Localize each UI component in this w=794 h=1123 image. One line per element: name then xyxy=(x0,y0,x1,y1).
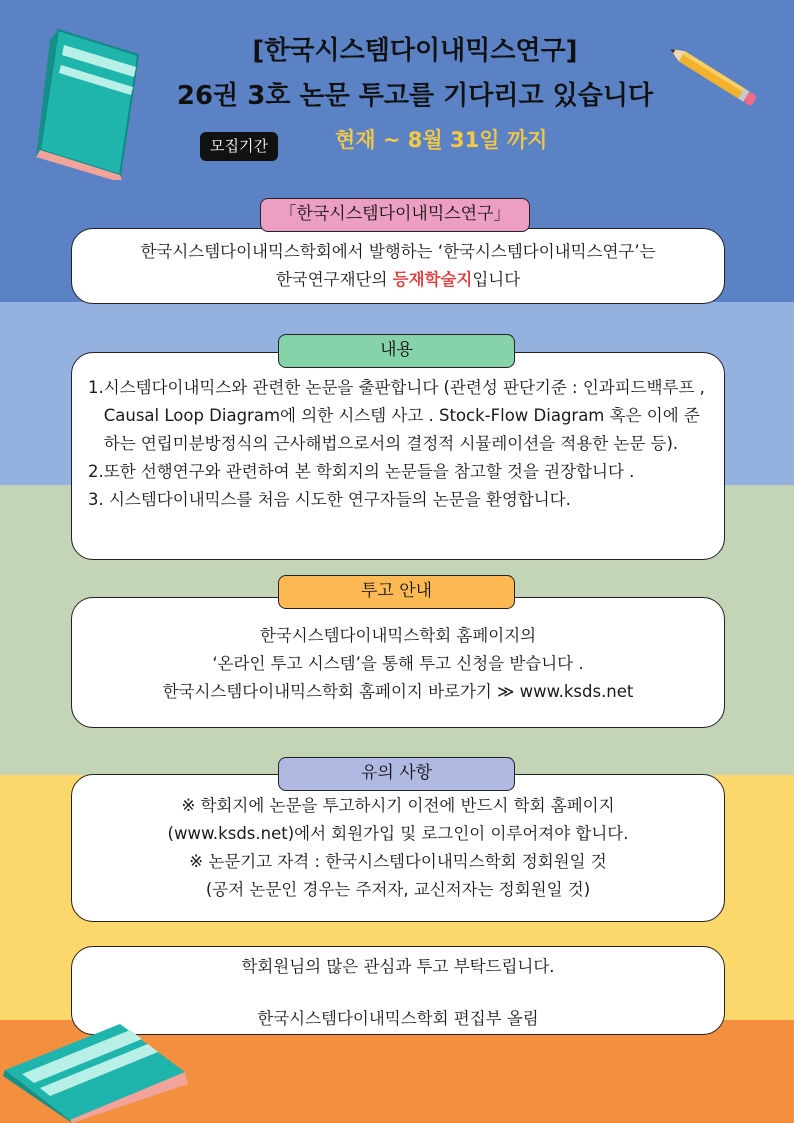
list-item: 2. 또한 선행연구와 관련하여 본 학회지의 논문들을 참고할 것을 권장합니다 . xyxy=(88,462,635,481)
content-tag: 내용 xyxy=(278,334,515,368)
list-item: 1. 시스템다이내믹스와 관련한 논문을 출판합니다 (관련성 판단기준 : 인과피드백루프 , Causal Loop Diagram에 의한 시스템 사고 . Stock-Flow Diagram 혹은 이에 준하는 연립미분방정식의 근사해법으로서의 결정적 시뮬레이션을 적용한 논문 등). xyxy=(88,378,705,453)
highlight-text: 등재학술지 xyxy=(392,270,473,289)
homepage-link[interactable]: 한국시스템다이내믹스학회 홈페이지 바로가기 ≫ www.ksds.net xyxy=(162,682,634,701)
title-line-2: 26권 3호 논문 투고를 기다리고 있습니다 xyxy=(176,81,654,111)
closing-line-1: 학회원님의 많은 관심과 투고 부탁드립니다. xyxy=(241,957,555,976)
submission-box xyxy=(71,597,725,728)
notes-box xyxy=(71,774,725,922)
list-item: 3. 시스템다이내믹스를 처음 시도한 연구자들의 논문을 환영합니다. xyxy=(88,490,571,509)
period-badge: 모집기간 xyxy=(200,132,278,161)
notes-line-2: (www.ksds.net)에서 회원가입 및 로그인이 이루어져야 합니다. xyxy=(167,824,629,843)
submission-line-2: ‘온라인 투고 시스템’을 통해 투고 신청을 받습니다 . xyxy=(212,654,584,673)
submission-line-1: 한국시스템다이내믹스학회 홈페이지의 xyxy=(259,626,537,645)
content-list xyxy=(72,374,724,514)
intro-line-1: 한국시스템다이내믹스학회에서 발행하는 ‘한국시스템다이내믹스연구’는 xyxy=(140,242,656,261)
notes-tag: 유의 사항 xyxy=(278,757,515,791)
closing-line-2: 한국시스템다이내믹스학회 편집부 올림 xyxy=(257,1009,539,1028)
intro-box xyxy=(71,228,725,304)
notes-line-3: ※ 논문기고 자격 : 한국시스템다이내믹스학회 정회원일 것 xyxy=(189,852,607,871)
title-line-1: [한국시스템다이내믹스연구] xyxy=(252,36,578,66)
submission-tag: 투고 안내 xyxy=(278,575,515,609)
intro-line-2: 한국연구재단의 등재학술지입니다 xyxy=(275,270,521,289)
notes-line-4: (공저 논문인 경우는 주저자, 교신저자는 정회원일 것) xyxy=(205,880,591,899)
intro-tag: 「한국시스템다이내믹스연구」 xyxy=(260,198,530,232)
notes-line-1: ※ 학회지에 논문을 투고하시기 이전에 반드시 학회 홈페이지 xyxy=(181,796,615,815)
period-value: 현재 ~ 8월 31일 까지 xyxy=(335,128,548,152)
content-box xyxy=(71,352,725,560)
book-icon xyxy=(0,1012,195,1123)
